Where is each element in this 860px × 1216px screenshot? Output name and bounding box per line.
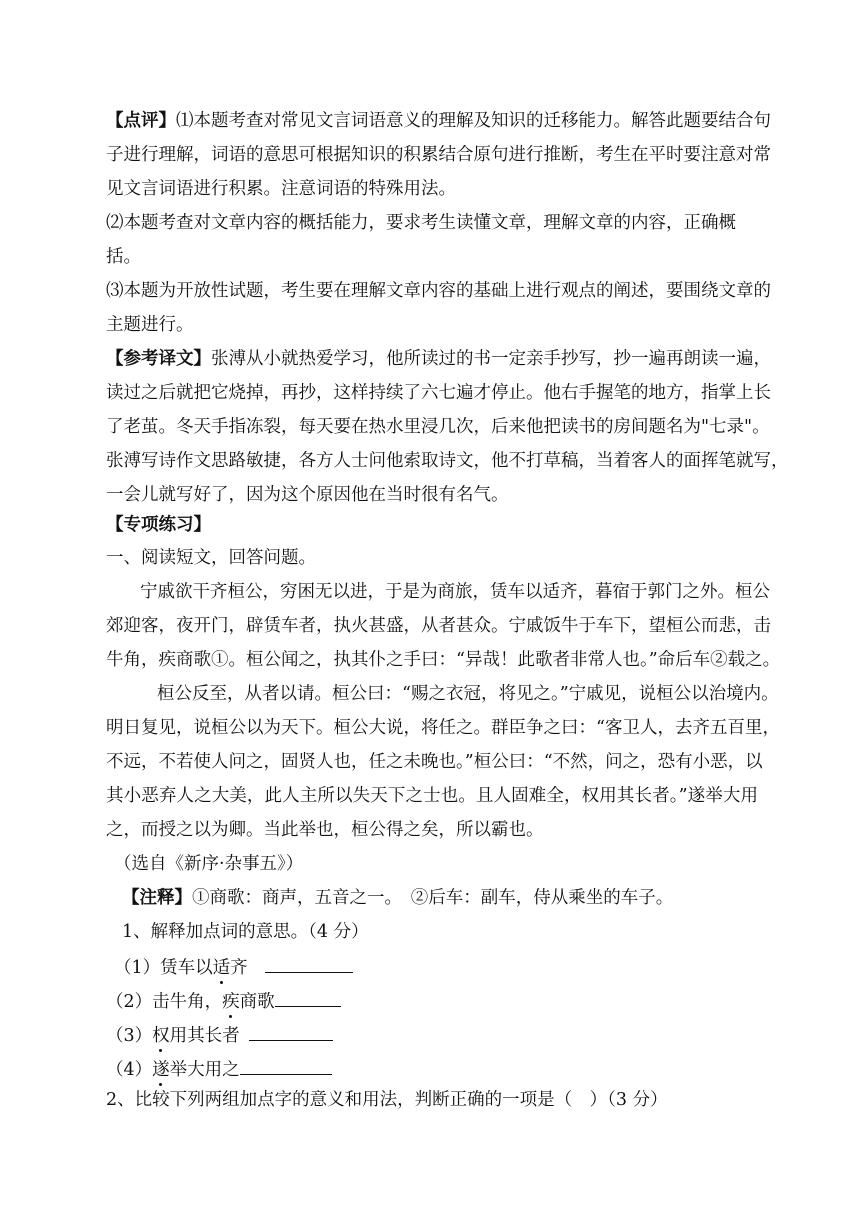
annotation-text: ①商歌：商声，五音之一。 ②后车：副车，侍从乘坐的车子。	[192, 888, 674, 908]
section-1-title: 一、阅读短文，回答问题。	[106, 548, 316, 568]
passage-source: （选自《新序·杂事五》）	[114, 854, 304, 874]
question-1: 1、解释加点词的意思。（4 分）	[122, 922, 369, 942]
dotted-word: 疾	[222, 992, 240, 1012]
dotted-word: 权	[152, 1026, 170, 1046]
dotted-word: 适	[212, 958, 231, 978]
answer-blank[interactable]	[249, 1022, 333, 1041]
passage-line-5: 明日复见，说桓公以为天下。桓公大说，将任之。群臣争之曰：“客卫人，去齐五百里，	[106, 718, 780, 738]
question-1-item-1: （1）赁车以适齐	[114, 954, 353, 980]
answer-blank[interactable]	[275, 988, 341, 1007]
passage-line-2: 郊迎客，夜开门，辟赁车者，执火甚盛，从者甚众。宁戚饭牛于车下，望桓公而悲，击	[106, 616, 771, 636]
translation-line-4: 张溥写诗作文思路敏捷，各方人士问他索取诗文，他不打草稿，当着客人的面挥笔就写，	[106, 451, 789, 471]
annotation-line	[122, 886, 673, 910]
comment-line-4: ⑵本题考查对文章内容的概括能力，要求考生读懂文章，理解文章的内容，正确概	[106, 213, 736, 233]
translation-line-2: 读过之后就把它烧掉，再抄，这样持续了六七遍才停止。他右手握笔的地方，指掌上长	[106, 383, 771, 403]
passage-line-1: 宁戚欲干齐桓公，穷困无以进，于是为商旅，赁车以适齐，暮宿于郭门之外。桓公	[140, 582, 770, 602]
translation-line-1: 【参考译文】张溥从小就热爱学习，他所读过的书一定亲手抄写，抄一遍再朗读一遍，	[106, 349, 771, 369]
comment-line-3: 见文言词语进行积累。注意词语的特殊用法。	[106, 179, 456, 199]
passage-line-3: 牛角，疾商歌①。桓公闻之，执其仆之手曰：“异哉！此歌者非常人也。”命后车②载之。	[106, 650, 781, 670]
comment-line-6: ⑶本题为开放性试题，考生要在理解文章内容的基础上进行观点的阐述，要围绕文章的	[106, 281, 771, 301]
translation-label: 【参考译文】	[106, 349, 211, 369]
passage-line-7: 其小恶弃人之大美，此人主所以失天下之士也。且人固难全，权用其长者。”遂举大用	[106, 786, 758, 806]
comment-line-5: 括。	[106, 247, 141, 267]
comment-line-2: 子进行理解，词语的意思可根据知识的积累结合原句进行推断，考生在平时要注意对常	[106, 145, 771, 165]
question-1-item-3: （3）权用其长者	[106, 1022, 333, 1048]
annotation-label: 【注释】	[122, 888, 192, 908]
translation-line-3: 了老茧。冬天手指冻裂，每天要在热水里浸几次，后来他把读书的房间题名为"七录"。	[106, 417, 770, 437]
question-1-item-4: （4）遂举大用之	[106, 1056, 332, 1082]
passage-line-8: 之，而授之以为卿。当此举也，桓公得之矣，所以霸也。	[106, 820, 544, 840]
passage-line-6: 不远，不若使人问之，固贤人也，任之未晚也。”桓公曰：“不然，问之，恐有小恶，以	[106, 752, 763, 772]
comment-label: 【点评】	[106, 111, 176, 131]
comment-line-1: 【点评】⑴本题考查对常见文言词语意义的理解及知识的迁移能力。解答此题要结合句	[106, 111, 771, 131]
question-1-item-2: （2）击牛角，疾商歌	[106, 988, 341, 1014]
practice-heading: 【专项练习】	[106, 515, 211, 535]
comment-line-7: 主题进行。	[106, 315, 194, 335]
answer-blank[interactable]	[240, 1056, 332, 1075]
dotted-word: 遂	[152, 1060, 170, 1080]
passage-line-4: 桓公反至，从者以请。桓公曰：“赐之衣冠，将见之。”宁戚见，说桓公以治境内。	[157, 684, 779, 704]
answer-blank[interactable]	[265, 954, 353, 973]
question-2: 2、比较下列两组加点字的意义和用法，判断正确的一项是（ ）（3 分）	[106, 1090, 668, 1110]
translation-line-5: 一会儿就写好了，因为这个原因他在当时很有名气。	[106, 485, 509, 505]
